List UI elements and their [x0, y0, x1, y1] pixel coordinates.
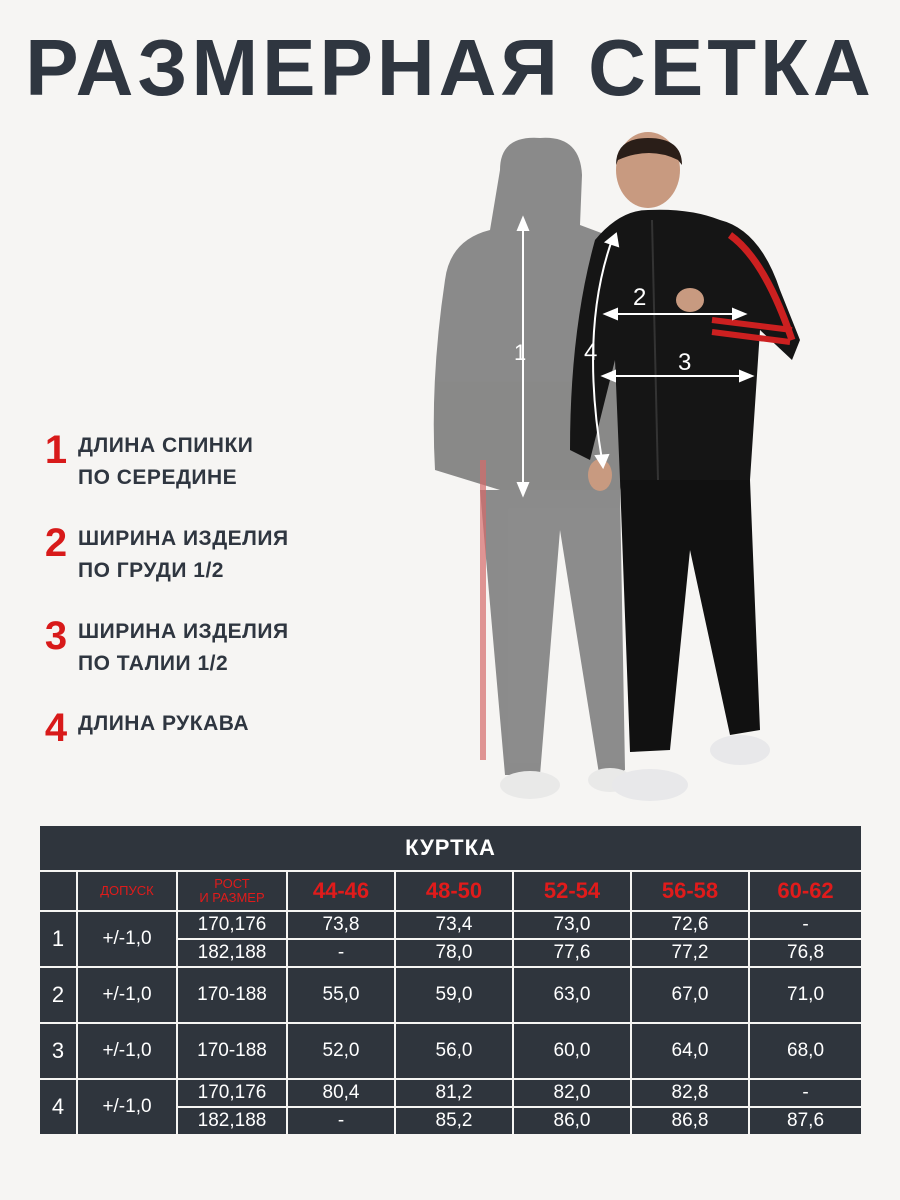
header-empty	[39, 871, 77, 911]
header-tolerance: ДОПУСК	[77, 871, 177, 911]
value-cell: 80,4	[287, 1079, 395, 1107]
legend-item-4	[36, 708, 249, 748]
tolerance-cell: +/-1,0	[77, 1079, 177, 1135]
value-cell: -	[287, 939, 395, 967]
value-cell: 55,0	[287, 967, 395, 1023]
table-row	[39, 1023, 862, 1079]
header-size: 44-46	[287, 871, 395, 911]
height-cell: 182,188	[177, 1107, 287, 1135]
value-cell: 85,2	[395, 1107, 513, 1135]
value-cell: 73,0	[513, 911, 631, 939]
value-cell: 68,0	[749, 1023, 862, 1079]
height-cell: 170,176	[177, 911, 287, 939]
value-cell: 63,0	[513, 967, 631, 1023]
legend-item-2	[36, 523, 289, 587]
row-number: 2	[39, 967, 77, 1023]
measurement-label-3: 3	[678, 349, 692, 376]
legend-number: 1	[44, 428, 68, 472]
value-cell: 86,8	[631, 1107, 749, 1135]
legend-number: 2	[44, 521, 68, 565]
tolerance-cell: +/-1,0	[77, 967, 177, 1023]
header-height-line2: И РАЗМЕР	[199, 890, 265, 905]
value-cell: 82,8	[631, 1079, 749, 1107]
measurement-label-2: 2	[633, 284, 647, 311]
table-row	[39, 911, 862, 939]
value-cell: -	[749, 1079, 862, 1107]
legend-number: 3	[44, 614, 68, 658]
legend-text: ШИРИНА ИЗДЕЛИЯ ПО ГРУДИ 1/2	[78, 527, 289, 582]
row-number: 3	[39, 1023, 77, 1079]
value-cell: 60,0	[513, 1023, 631, 1079]
table-row	[39, 1079, 862, 1107]
measurement-label-1: 1	[514, 340, 527, 365]
header-size: 52-54	[513, 871, 631, 911]
legend-item-1	[36, 430, 253, 494]
header-size: 48-50	[395, 871, 513, 911]
value-cell: 86,0	[513, 1107, 631, 1135]
measurement-label-4: 4	[584, 339, 598, 366]
row-number: 4	[39, 1079, 77, 1135]
legend-text: ШИРИНА ИЗДЕЛИЯ ПО ТАЛИИ 1/2	[78, 620, 289, 675]
model-illustration	[420, 130, 820, 820]
value-cell: 87,6	[749, 1107, 862, 1135]
tolerance-cell: +/-1,0	[77, 911, 177, 967]
value-cell: 71,0	[749, 967, 862, 1023]
model-figures	[420, 130, 820, 820]
value-cell: 67,0	[631, 967, 749, 1023]
value-cell: 64,0	[631, 1023, 749, 1079]
value-cell: 56,0	[395, 1023, 513, 1079]
value-cell: 77,2	[631, 939, 749, 967]
value-cell: 82,0	[513, 1079, 631, 1107]
value-cell: 78,0	[395, 939, 513, 967]
legend-text: ДЛИНА СПИНКИ ПО СЕРЕДИНЕ	[78, 434, 254, 489]
value-cell: 52,0	[287, 1023, 395, 1079]
value-cell: 73,8	[287, 911, 395, 939]
size-table	[38, 824, 863, 1136]
table-row	[39, 967, 862, 1023]
value-cell: 77,6	[513, 939, 631, 967]
value-cell: -	[287, 1107, 395, 1135]
legend-item-3	[36, 616, 289, 680]
height-cell: 170-188	[177, 967, 287, 1023]
header-height-size	[177, 871, 287, 911]
height-cell: 170-188	[177, 1023, 287, 1079]
page-title: РАЗМЕРНАЯ СЕТКА	[25, 23, 875, 112]
value-cell: 76,8	[749, 939, 862, 967]
height-cell: 170,176	[177, 1079, 287, 1107]
value-cell: 73,4	[395, 911, 513, 939]
value-cell: 81,2	[395, 1079, 513, 1107]
value-cell: -	[749, 911, 862, 939]
value-cell: 72,6	[631, 911, 749, 939]
header-size: 56-58	[631, 871, 749, 911]
table-title: КУРТКА	[39, 825, 862, 871]
legend-text: ДЛИНА РУКАВА	[78, 712, 250, 735]
tolerance-cell: +/-1,0	[77, 1023, 177, 1079]
legend-number: 4	[44, 706, 68, 750]
header-size: 60-62	[749, 871, 862, 911]
height-cell: 182,188	[177, 939, 287, 967]
value-cell: 59,0	[395, 967, 513, 1023]
header-height-line1: РОСТ	[214, 876, 250, 891]
row-number: 1	[39, 911, 77, 967]
